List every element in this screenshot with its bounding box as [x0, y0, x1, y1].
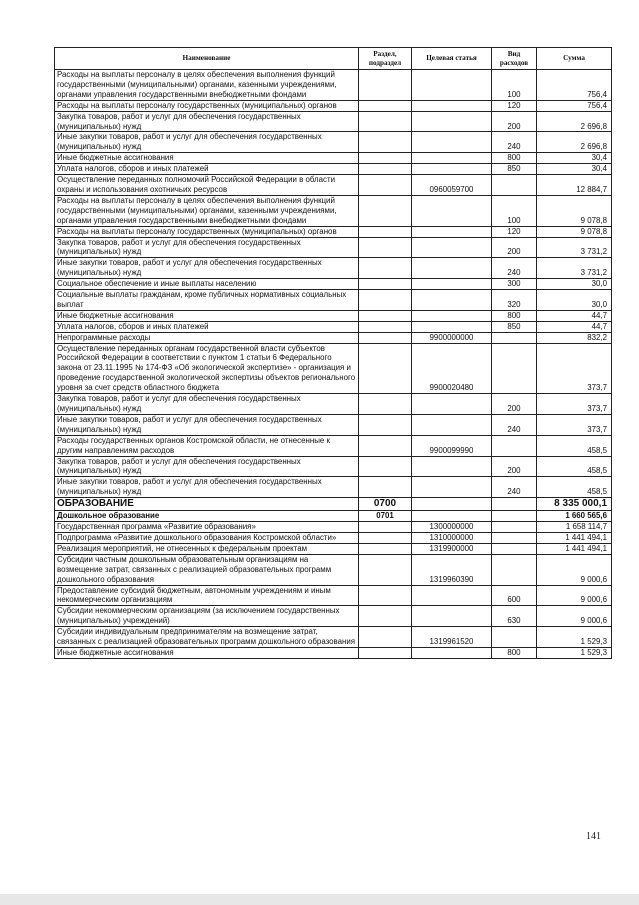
cell-sum: 3 731,2	[537, 258, 612, 279]
scan-bottom-strip	[0, 894, 639, 905]
cell-vid	[492, 543, 537, 554]
cell-vid: 120	[492, 226, 537, 237]
cell-vid: 850	[492, 164, 537, 175]
table-row	[55, 100, 612, 111]
cell-section	[359, 321, 412, 332]
cell-sum: 373,7	[537, 394, 612, 415]
cell-name: Расходы на выплаты персоналу в целях обеспечения выполнения функций государственными (муниципальными) органами, казенными учреждениями, органами управления государственными внебюджетными фондами	[55, 70, 359, 101]
cell-sum: 30,0	[537, 290, 612, 311]
cell-name: Субсидии индивидуальным предпринимателям на возмещение затрат, связанных с реализацией образовательных программ дошкольного образования	[55, 627, 359, 648]
cell-vid	[492, 532, 537, 543]
cell-name: Уплата налогов, сборов и иных платежей	[55, 164, 359, 175]
table-row	[55, 226, 612, 237]
table-row	[55, 153, 612, 164]
cell-target	[412, 153, 492, 164]
cell-name: Осуществление переданных полномочий Российской Федерации в области охраны и использования охотничьих ресурсов	[55, 175, 359, 196]
cell-vid: 800	[492, 153, 537, 164]
table-row	[55, 498, 612, 511]
cell-target	[412, 310, 492, 321]
cell-target: 1319961520	[412, 627, 492, 648]
cell-section	[359, 522, 412, 533]
cell-target	[412, 164, 492, 175]
table-row	[55, 258, 612, 279]
cell-name: Иные закупки товаров, работ и услуг для обеспечения государственных (муниципальных) нужд	[55, 477, 359, 498]
table-row	[55, 477, 612, 498]
cell-target	[412, 111, 492, 132]
cell-name: Непрограммные расходы	[55, 332, 359, 343]
cell-target	[412, 647, 492, 658]
cell-target: 1319960390	[412, 554, 492, 585]
cell-section	[359, 279, 412, 290]
cell-section	[359, 164, 412, 175]
cell-section	[359, 226, 412, 237]
cell-vid	[492, 332, 537, 343]
table-row	[55, 647, 612, 658]
cell-sum: 9 000,6	[537, 606, 612, 627]
cell-section	[359, 100, 412, 111]
cell-sum: 44,7	[537, 310, 612, 321]
cell-section: 0701	[359, 511, 412, 522]
cell-vid: 240	[492, 132, 537, 153]
cell-target	[412, 321, 492, 332]
cell-sum: 1 441 494,1	[537, 543, 612, 554]
cell-target	[412, 456, 492, 477]
budget-table	[54, 47, 612, 659]
cell-sum: 44,7	[537, 321, 612, 332]
table-row	[55, 132, 612, 153]
cell-vid: 300	[492, 279, 537, 290]
cell-target	[412, 477, 492, 498]
cell-section: 0700	[359, 498, 412, 511]
cell-section	[359, 543, 412, 554]
table-row	[55, 435, 612, 456]
cell-section	[359, 532, 412, 543]
table-row	[55, 343, 612, 394]
cell-sum: 9 078,8	[537, 195, 612, 226]
cell-name: Реализация мероприятий, не отнесенных к федеральным проектам	[55, 543, 359, 554]
cell-target: 9900020480	[412, 343, 492, 394]
table-body	[55, 70, 612, 659]
table-row	[55, 394, 612, 415]
cell-name: Иные закупки товаров, работ и услуг для обеспечения государственных (муниципальных) нужд	[55, 258, 359, 279]
cell-name: Иные бюджетные ассигнования	[55, 647, 359, 658]
cell-target	[412, 585, 492, 606]
cell-section	[359, 310, 412, 321]
table-row	[55, 456, 612, 477]
cell-target	[412, 100, 492, 111]
cell-name: Осуществление переданных органам государственной власти субъектов Российской Федерации в соответствии с пунктом 1 статьи 6 Федерального закона от 23.11.1995 № 174-ФЗ «Об экологической экспертизе» - организация и проведение государственной экологической экспертизы объектов регионального уровня за счет средств областного бюджета	[55, 343, 359, 394]
cell-target	[412, 237, 492, 258]
table-row	[55, 70, 612, 101]
cell-section	[359, 153, 412, 164]
table-row	[55, 175, 612, 196]
cell-sum: 30,4	[537, 153, 612, 164]
table-row	[55, 522, 612, 533]
cell-section	[359, 456, 412, 477]
cell-section	[359, 394, 412, 415]
cell-sum: 756,4	[537, 100, 612, 111]
table-row	[55, 585, 612, 606]
cell-target	[412, 279, 492, 290]
cell-section	[359, 111, 412, 132]
header-vid: Вид расходов	[492, 48, 537, 70]
cell-vid: 600	[492, 585, 537, 606]
cell-vid	[492, 522, 537, 533]
cell-section	[359, 132, 412, 153]
cell-sum: 458,5	[537, 477, 612, 498]
cell-sum: 2 696,8	[537, 132, 612, 153]
cell-section	[359, 258, 412, 279]
cell-sum: 2 696,8	[537, 111, 612, 132]
cell-sum: 832,2	[537, 332, 612, 343]
cell-name: Закупка товаров, работ и услуг для обеспечения государственных (муниципальных) нужд	[55, 456, 359, 477]
cell-section	[359, 195, 412, 226]
cell-section	[359, 70, 412, 101]
cell-sum: 1 441 494,1	[537, 532, 612, 543]
cell-vid: 200	[492, 111, 537, 132]
table-row	[55, 310, 612, 321]
cell-sum: 1 529,3	[537, 627, 612, 648]
cell-name: Закупка товаров, работ и услуг для обеспечения государственных (муниципальных) нужд	[55, 394, 359, 415]
cell-sum: 30,0	[537, 279, 612, 290]
table-row	[55, 627, 612, 648]
cell-section	[359, 477, 412, 498]
cell-target	[412, 132, 492, 153]
table-row	[55, 606, 612, 627]
table-row	[55, 532, 612, 543]
cell-name: Закупка товаров, работ и услуг для обеспечения государственных (муниципальных) нужд	[55, 111, 359, 132]
cell-vid: 200	[492, 394, 537, 415]
cell-vid: 100	[492, 70, 537, 101]
table-row	[55, 414, 612, 435]
cell-section	[359, 332, 412, 343]
cell-sum: 756,4	[537, 70, 612, 101]
table-row	[55, 511, 612, 522]
cell-target: 1300000000	[412, 522, 492, 533]
cell-name: Иные бюджетные ассигнования	[55, 153, 359, 164]
page-number: 141	[586, 831, 601, 842]
cell-name: Расходы на выплаты персоналу государственных (муниципальных) органов	[55, 226, 359, 237]
cell-name: Расходы на выплаты персоналу государственных (муниципальных) органов	[55, 100, 359, 111]
cell-vid: 800	[492, 310, 537, 321]
table-row	[55, 543, 612, 554]
cell-name: ОБРАЗОВАНИЕ	[55, 498, 359, 511]
table-row	[55, 321, 612, 332]
table-row	[55, 279, 612, 290]
cell-sum: 12 884,7	[537, 175, 612, 196]
cell-target	[412, 414, 492, 435]
cell-vid: 630	[492, 606, 537, 627]
table-row	[55, 164, 612, 175]
cell-vid	[492, 175, 537, 196]
cell-target: 1310000000	[412, 532, 492, 543]
cell-vid: 320	[492, 290, 537, 311]
cell-section	[359, 290, 412, 311]
cell-target	[412, 511, 492, 522]
cell-section	[359, 343, 412, 394]
cell-name: Закупка товаров, работ и услуг для обеспечения государственных (муниципальных) нужд	[55, 237, 359, 258]
cell-sum: 9 000,6	[537, 554, 612, 585]
cell-sum: 458,5	[537, 435, 612, 456]
cell-vid	[492, 511, 537, 522]
cell-target: 0960059700	[412, 175, 492, 196]
cell-vid: 100	[492, 195, 537, 226]
cell-vid: 240	[492, 258, 537, 279]
cell-name: Расходы государственных органов Костромской области, не отнесенные к другим направлениям расходов	[55, 435, 359, 456]
cell-section	[359, 585, 412, 606]
cell-vid	[492, 627, 537, 648]
cell-sum: 30,4	[537, 164, 612, 175]
cell-name: Иные закупки товаров, работ и услуг для обеспечения государственных (муниципальных) нужд	[55, 132, 359, 153]
cell-section	[359, 606, 412, 627]
cell-name: Дошкольное образование	[55, 511, 359, 522]
cell-sum: 9 000,6	[537, 585, 612, 606]
cell-name: Социальные выплаты гражданам, кроме публичных нормативных социальных выплат	[55, 290, 359, 311]
cell-name: Субсидии частным дошкольным образовательным организациям на возмещение затрат, связанных с реализацией образовательных программ дошкольного образования	[55, 554, 359, 585]
cell-vid: 800	[492, 647, 537, 658]
cell-name: Уплата налогов, сборов и иных платежей	[55, 321, 359, 332]
cell-target	[412, 226, 492, 237]
header-target: Целевая статья	[412, 48, 492, 70]
cell-sum: 1 660 565,6	[537, 511, 612, 522]
cell-vid: 120	[492, 100, 537, 111]
cell-vid: 200	[492, 237, 537, 258]
cell-section	[359, 435, 412, 456]
cell-target: 9900099990	[412, 435, 492, 456]
cell-vid	[492, 343, 537, 394]
cell-name: Подпрограмма «Развитие дошкольного образования Костромской области»	[55, 532, 359, 543]
cell-vid: 200	[492, 456, 537, 477]
cell-section	[359, 175, 412, 196]
cell-sum: 3 731,2	[537, 237, 612, 258]
table-row	[55, 554, 612, 585]
cell-target	[412, 70, 492, 101]
table-row	[55, 195, 612, 226]
cell-sum: 1 529,3	[537, 647, 612, 658]
cell-name: Иные закупки товаров, работ и услуг для обеспечения государственных (муниципальных) нужд	[55, 414, 359, 435]
cell-sum: 458,5	[537, 456, 612, 477]
table-row	[55, 237, 612, 258]
cell-target	[412, 290, 492, 311]
cell-name: Субсидии некоммерческим организациям (за исключением государственных (муниципальных) учреждений)	[55, 606, 359, 627]
cell-vid	[492, 435, 537, 456]
cell-name: Государственная программа «Развитие образования»	[55, 522, 359, 533]
cell-section	[359, 554, 412, 585]
cell-target	[412, 195, 492, 226]
cell-section	[359, 647, 412, 658]
table-header	[55, 48, 612, 70]
cell-sum: 373,7	[537, 414, 612, 435]
table-row	[55, 332, 612, 343]
cell-vid: 850	[492, 321, 537, 332]
cell-sum: 1 658 114,7	[537, 522, 612, 533]
header-section: Раздел, подраздел	[359, 48, 412, 70]
cell-target	[412, 606, 492, 627]
cell-target	[412, 394, 492, 415]
cell-vid: 240	[492, 414, 537, 435]
cell-sum: 373,7	[537, 343, 612, 394]
table-row	[55, 111, 612, 132]
header-name: Наименование	[55, 48, 359, 70]
cell-target: 1319900000	[412, 543, 492, 554]
cell-vid: 240	[492, 477, 537, 498]
cell-sum: 8 335 000,1	[537, 498, 612, 511]
cell-name: Расходы на выплаты персоналу в целях обеспечения выполнения функций государственными (муниципальными) органами, казенными учреждениями, органами управления государственными внебюджетными фондами	[55, 195, 359, 226]
header-sum: Сумма	[537, 48, 612, 70]
cell-name: Иные бюджетные ассигнования	[55, 310, 359, 321]
cell-target	[412, 498, 492, 511]
cell-vid	[492, 498, 537, 511]
cell-section	[359, 627, 412, 648]
cell-target	[412, 258, 492, 279]
table-row	[55, 290, 612, 311]
cell-section	[359, 414, 412, 435]
cell-section	[359, 237, 412, 258]
cell-sum: 9 078,8	[537, 226, 612, 237]
cell-target: 9900000000	[412, 332, 492, 343]
cell-vid	[492, 554, 537, 585]
cell-name: Предоставление субсидий бюджетным, автономным учреждениям и иным некоммерческим организациям	[55, 585, 359, 606]
cell-name: Социальное обеспечение и иные выплаты населению	[55, 279, 359, 290]
